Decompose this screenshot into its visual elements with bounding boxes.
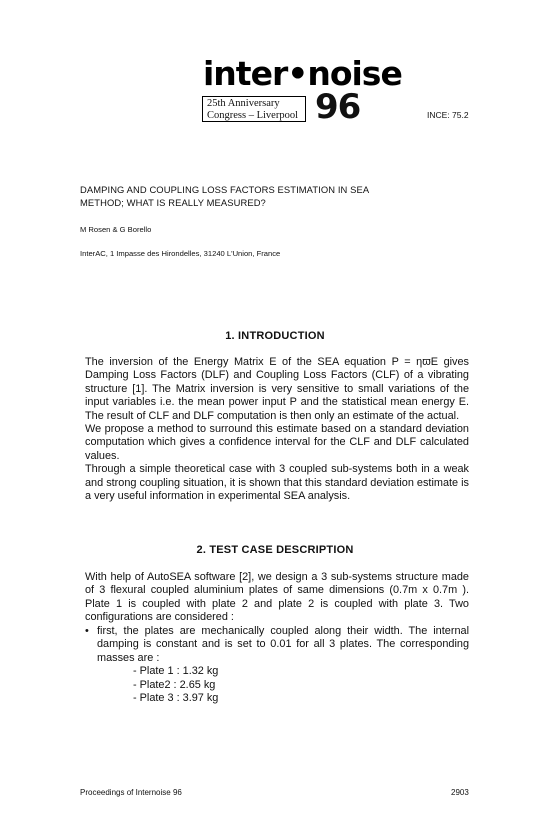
logo-anniversary-box <box>202 96 306 122</box>
section-heading-introduction: 1. INTRODUCTION <box>225 330 325 342</box>
affiliation: InterAC, 1 Impasse des Hirondelles, 31240 L'Union, France <box>80 249 281 258</box>
intro-paragraph-1: The inversion of the Energy Matrix E of the SEA equation P = ηϖE gives Damping Loss Factors (DLF) and Coupling Loss Factors (CLF) of a vibrating structure [1]. The Matrix inversion is very sensitive to small variations of the input variables i.e. the mean power input P and the statistical mean energy E. The result of CLF and DLF computation is then only an estimate of the actual. <box>85 356 469 422</box>
list-item <box>85 625 469 705</box>
test-case-body <box>85 571 469 625</box>
intro-paragraph-3: Through a simple theoretical case with 3 coupled sub-systems both in a weak and strong coupling situation, it is shown that this standard deviation estimate is a very useful information in experimental SEA analysis. <box>85 463 469 503</box>
logo-box-line1: 25th Anniversary <box>207 98 280 109</box>
ince-reference: INCE: 75.2 <box>427 110 469 120</box>
bullet-text: first, the plates are mechanically coupled along their width. The internal damping is constant and is set to 0.01 for all 3 plates. The corresponding masses are : <box>97 625 469 664</box>
mass-item-plate-2: - Plate2 : 2.65 kg <box>133 678 216 691</box>
introduction-body <box>85 356 469 503</box>
paper-title <box>80 183 480 209</box>
conference-logo <box>200 54 402 130</box>
title-line2: METHOD; WHAT IS REALLY MEASURED? <box>80 197 266 208</box>
authors: M Rosen & G Borello <box>80 225 152 234</box>
configuration-list <box>85 625 469 705</box>
logo-wordmark: inter•noise <box>203 54 402 93</box>
mass-item-plate-1: - Plate 1 : 1.32 kg <box>133 665 219 678</box>
title-line1: DAMPING AND COUPLING LOSS FACTORS ESTIMATION IN SEA <box>80 184 370 195</box>
page-number: 2903 <box>451 788 469 797</box>
mass-item-plate-3: - Plate 3 : 3.97 kg <box>133 692 219 705</box>
logo-box-line2: Congress – Liverpool <box>207 109 298 121</box>
test-case-paragraph: With help of AutoSEA software [2], we design a 3 sub-systems structure made of 3 flexural coupled aluminium plates of same dimensions (0.7m x 0.7m ). Plate 1 is coupled with plate 2 and plate 2 is coupled with plate 3. Two configurations are considered : <box>85 571 469 624</box>
section-heading-test-case: 2. TEST CASE DESCRIPTION <box>196 544 354 556</box>
logo-year: 96 <box>315 87 361 127</box>
mass-list <box>133 665 469 705</box>
bullet-icon: • <box>85 625 89 637</box>
intro-paragraph-2: We propose a method to surround this estimate based on a standard deviation computation which gives a confidence interval for the CLF and DLF calculated values. <box>85 423 469 462</box>
footer-proceedings: Proceedings of Internoise 96 <box>80 788 182 797</box>
